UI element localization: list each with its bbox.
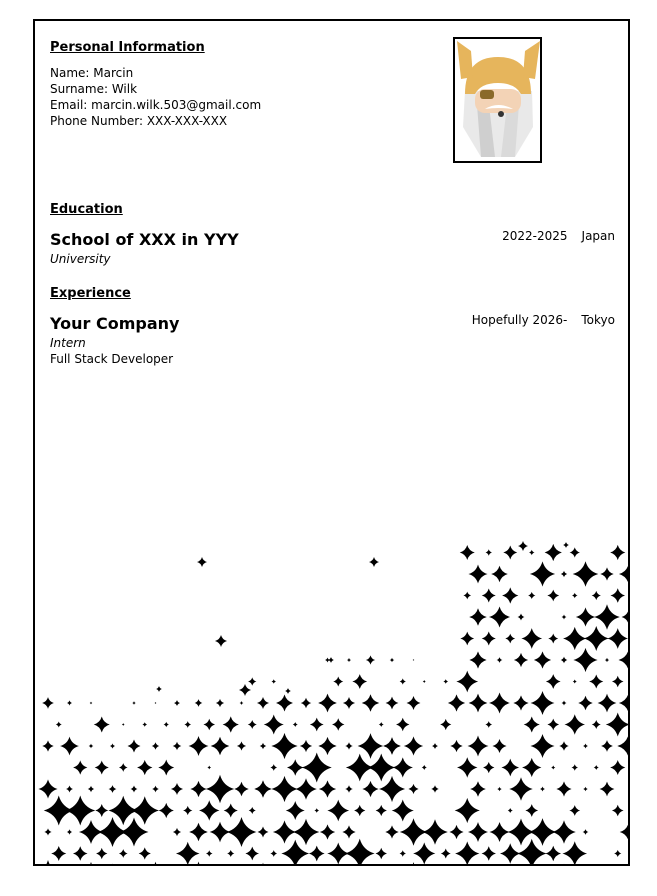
sparkle-star-icon [174, 700, 180, 706]
sparkle-star-icon [270, 764, 277, 771]
sparkle-star-icon [469, 651, 486, 668]
sparkle-star-icon [318, 694, 337, 713]
education-school: School of XXX in YYY [50, 230, 239, 249]
experience-heading: Experience [50, 286, 131, 301]
sparkle-star-icon [614, 850, 621, 857]
sparkle-star-icon [396, 718, 409, 731]
sparkle-star-icon [573, 561, 599, 587]
phone-line: Phone Number: XXX-XXX-XXX [50, 114, 228, 128]
sparkle-star-icon [119, 849, 128, 858]
sparkle-star-icon [576, 607, 595, 626]
sparkle-star-icon [583, 787, 588, 792]
education-location: Japan [581, 229, 615, 243]
sparkle-star-icon [431, 785, 438, 792]
sparkle-star-icon [443, 679, 448, 684]
sparkle-star-icon [42, 697, 54, 709]
sparkle-star-icon [423, 680, 426, 683]
sparkle-star-icon [531, 691, 555, 715]
sparkle-star-icon [573, 680, 577, 684]
sparkle-star-icon [600, 782, 615, 797]
sparkle-star-icon [234, 782, 248, 796]
sparkle-star-icon [583, 744, 588, 749]
sparkle-star-icon [400, 850, 406, 856]
sparkle-star-icon [622, 610, 630, 624]
sparkle-star-icon [248, 720, 257, 729]
sparkle-star-icon [491, 566, 508, 583]
sparkle-star-icon [469, 694, 488, 713]
sparkle-star-icon [285, 688, 291, 694]
sparkle-star-icon [513, 695, 528, 710]
sparkle-star-icon [503, 546, 517, 560]
sparkle-star-icon [530, 561, 555, 586]
sparkle-star-icon [44, 828, 51, 835]
sparkle-star-icon [345, 839, 375, 866]
sparkle-star-icon [342, 825, 355, 838]
sparkle-star-icon [56, 722, 62, 728]
sparkle-star-icon [159, 803, 174, 818]
sparkle-star-icon [190, 781, 206, 797]
sparkle-star-icon [240, 701, 244, 705]
sparkle-star-icon [197, 557, 207, 567]
sparkle-star-icon [545, 846, 561, 862]
sparkle-star-icon [407, 696, 421, 710]
sparkle-star-icon [90, 702, 93, 705]
resume-page [33, 19, 630, 866]
sparkle-star-icon [271, 733, 297, 759]
sparkle-star-icon [258, 827, 269, 838]
sparkle-star-icon [514, 653, 528, 667]
sparkle-star-icon [203, 719, 215, 731]
sparkle-star-icon [383, 737, 401, 755]
sparkle-star-icon [131, 786, 138, 793]
sparkle-star-icon [318, 737, 336, 755]
sparkle-star-icon [528, 592, 535, 599]
sparkle-star-icon [489, 693, 510, 714]
sparkle-star-icon [362, 694, 379, 711]
surname-line: Surname: Wilk [50, 82, 138, 96]
sparkle-star-icon [270, 850, 277, 857]
sparkle-star-icon [333, 676, 343, 686]
sparkle-star-icon [571, 764, 578, 771]
sparkle-star-icon [271, 776, 297, 802]
sparkle-star-icon [122, 723, 125, 726]
sparkle-star-icon [119, 763, 128, 772]
sparkle-star-icon [470, 781, 486, 797]
sparkle-star-icon [367, 753, 395, 781]
sparkle-star-icon [448, 694, 465, 711]
sparkle-star-icon [598, 694, 617, 713]
sparkle-star-icon [314, 808, 319, 813]
sparkle-star-icon [617, 735, 630, 757]
sparkle-star-icon [619, 650, 630, 670]
sparkle-star-icon [455, 798, 480, 823]
sparkle-star-icon [545, 544, 562, 561]
sparkle-star-icon [561, 657, 568, 664]
sparkle-star-icon [332, 718, 344, 730]
sparkle-star-icon [142, 722, 147, 727]
education-type: University [50, 252, 111, 266]
sparkle-star-icon [66, 786, 73, 793]
sparkle-star-icon [142, 862, 169, 866]
sparkle-star-icon [293, 722, 298, 727]
sparkle-star-icon [173, 742, 182, 751]
sparkle-star-icon [401, 862, 427, 866]
sparkle-star-icon [152, 786, 159, 793]
sparkle-star-icon [293, 819, 320, 846]
sparkle-star-icon [78, 862, 104, 866]
sparkle-star-icon [553, 864, 576, 866]
sparkle-star-icon [95, 804, 108, 817]
sparkle-star-icon [185, 862, 212, 866]
sparkle-star-icon [88, 786, 94, 792]
sparkle-star-icon [171, 783, 183, 795]
sparkle-star-icon [354, 805, 365, 816]
sparkle-star-icon [455, 841, 479, 865]
sparkle-star-icon [352, 674, 367, 689]
sparkle-star-icon [607, 628, 628, 649]
sparkle-star-icon [245, 847, 259, 861]
sparkle-star-icon [612, 676, 624, 688]
sparkle-star-icon [73, 760, 87, 774]
sparkle-star-icon [320, 824, 335, 839]
sparkle-star-icon [552, 820, 576, 844]
sparkle-star-icon [183, 806, 192, 815]
star-pattern-decoration [35, 21, 630, 866]
sparkle-star-icon [559, 741, 568, 750]
sparkle-star-icon [525, 804, 538, 817]
sparkle-star-icon [584, 626, 609, 651]
sparkle-star-icon [67, 829, 72, 834]
sparkle-star-icon [482, 631, 496, 645]
sparkle-star-icon [562, 841, 587, 866]
sparkle-star-icon [449, 825, 463, 839]
sparkle-star-icon [501, 759, 519, 777]
education-years: 2022-2025 [502, 229, 568, 243]
sparkle-star-icon [366, 655, 375, 664]
sparkle-star-icon [276, 695, 293, 712]
sparkle-star-icon [463, 592, 471, 600]
sparkle-star-icon [310, 718, 324, 732]
sparkle-star-icon [264, 714, 284, 734]
sparkle-star-icon [35, 860, 63, 866]
sparkle-star-icon [109, 785, 117, 793]
sparkle-star-icon [328, 657, 334, 663]
sparkle-star-icon [508, 808, 513, 813]
sparkle-star-icon [561, 571, 568, 578]
sparkle-star-icon [273, 820, 296, 843]
name-line: Name: Marcin [50, 66, 134, 80]
sparkle-star-icon [385, 825, 398, 838]
sparkle-star-icon [578, 696, 592, 710]
sparkle-star-icon [227, 850, 234, 857]
sparkle-star-icon [379, 776, 405, 802]
sparkle-star-icon [548, 634, 558, 644]
sparkle-star-icon [482, 846, 496, 860]
sparkle-star-icon [610, 760, 625, 775]
sparkle-star-icon [281, 840, 309, 866]
sparkle-star-icon [563, 542, 569, 548]
sparkle-star-icon [468, 736, 489, 757]
sparkle-star-icon [96, 848, 107, 859]
sparkle-star-icon [139, 847, 151, 859]
sparkle-star-icon [101, 864, 124, 866]
sparkle-star-icon [556, 781, 571, 796]
sparkle-star-icon [206, 850, 213, 857]
sparkle-star-icon [497, 787, 502, 792]
sparkle-star-icon [551, 765, 555, 769]
sparkle-star-icon [583, 829, 589, 835]
personal-info-heading: Personal Information [50, 40, 205, 55]
sparkle-star-icon [215, 635, 227, 647]
sparkle-star-icon [227, 817, 257, 847]
sparkle-star-icon [132, 701, 135, 704]
sparkle-star-icon [450, 740, 462, 752]
sparkle-star-icon [540, 787, 545, 792]
sparkle-star-icon [382, 865, 402, 866]
sparkle-star-icon [369, 557, 379, 567]
sparkle-star-icon [343, 697, 355, 709]
sparkle-star-icon [94, 717, 110, 733]
sparkle-star-icon [376, 848, 387, 859]
sparkle-star-icon [509, 777, 532, 800]
sparkle-star-icon [137, 760, 152, 775]
sparkle-star-icon [345, 742, 352, 749]
sparkle-star-icon [158, 760, 174, 776]
sparkle-star-icon [534, 651, 551, 668]
experience-title: Full Stack Developer [50, 352, 174, 366]
sparkle-star-icon [189, 736, 209, 756]
sparkle-star-icon [562, 615, 567, 620]
sparkle-star-icon [619, 693, 630, 712]
sparkle-star-icon [38, 779, 57, 798]
sparkle-star-icon [195, 699, 203, 707]
sparkle-star-icon [302, 753, 332, 783]
sparkle-star-icon [249, 807, 256, 814]
sparkle-star-icon [601, 740, 613, 752]
sparkle-star-icon [505, 634, 515, 644]
sparkle-star-icon [440, 719, 451, 730]
sparkle-star-icon [483, 762, 494, 773]
sparkle-star-icon [248, 677, 256, 685]
sparkle-star-icon [530, 734, 554, 758]
sparkle-star-icon [400, 678, 406, 684]
sparkle-star-icon [482, 589, 496, 603]
sparkle-star-icon [497, 657, 503, 663]
sparkle-star-icon [565, 714, 585, 734]
sparkle-star-icon [524, 716, 540, 732]
sparkle-star-icon [376, 805, 387, 816]
sparkle-star-icon [260, 743, 267, 750]
sparkle-star-icon [518, 541, 528, 551]
sparkle-star-icon [460, 545, 475, 560]
experience-role: Intern [50, 336, 86, 350]
sparkle-star-icon [393, 757, 413, 777]
sparkle-star-icon [422, 765, 427, 770]
sparkle-star-icon [592, 591, 601, 600]
sparkle-star-icon [327, 800, 349, 822]
sparkle-star-icon [486, 549, 492, 555]
experience-period: Hopefully 2026- [471, 313, 568, 327]
sparkle-star-icon [392, 799, 414, 821]
sparkle-star-icon [422, 819, 448, 845]
sparkle-star-icon [572, 593, 578, 599]
sparkle-star-icon [606, 712, 630, 736]
sparkle-star-icon [211, 737, 230, 756]
sparkle-star-icon [441, 849, 451, 859]
sparkle-star-icon [155, 702, 157, 704]
sparkle-star-icon [309, 846, 325, 862]
sparkle-star-icon [547, 719, 559, 731]
sparkle-star-icon [432, 743, 438, 749]
sparkle-star-icon [257, 697, 269, 709]
sparkle-star-icon [518, 614, 525, 621]
sparkle-star-icon [605, 658, 609, 662]
sparkle-star-icon [287, 759, 304, 776]
sparkle-star-icon [468, 822, 488, 842]
sparkle-star-icon [176, 842, 200, 866]
sparkle-star-icon [152, 742, 160, 750]
sparkle-star-icon [67, 700, 72, 705]
sparkle-star-icon [456, 671, 478, 693]
sparkle-star-icon [485, 721, 492, 728]
sparkle-star-icon [408, 784, 418, 794]
sparkle-star-icon [224, 803, 238, 817]
sparkle-star-icon [300, 740, 312, 752]
sparkle-star-icon [457, 757, 477, 777]
sparkle-star-icon [529, 818, 557, 846]
sparkle-star-icon [547, 590, 559, 602]
sparkle-star-icon [570, 547, 580, 557]
sparkle-star-icon [286, 801, 305, 820]
sparkle-star-icon [413, 842, 435, 864]
sparkle-star-icon [390, 658, 395, 663]
education-heading: Education [50, 202, 123, 217]
sparkle-star-icon [569, 805, 580, 816]
experience-location: Tokyo [581, 313, 615, 327]
sparkle-star-icon [610, 588, 625, 603]
sparkle-star-icon [610, 545, 625, 560]
email-line: Email: marcin.wilk.503@gmail.com [50, 98, 262, 112]
sparkle-star-icon [413, 659, 415, 661]
sparkle-star-icon [251, 863, 276, 866]
sparkle-star-icon [489, 822, 509, 842]
sparkle-star-icon [60, 737, 79, 756]
sparkle-star-icon [95, 760, 109, 774]
sparkle-star-icon [362, 781, 378, 797]
sparkle-star-icon [573, 648, 597, 672]
sparkle-star-icon [612, 805, 624, 817]
sparkle-star-icon [404, 736, 423, 755]
sparkle-star-icon [529, 550, 535, 556]
sparkle-star-icon [110, 743, 115, 748]
sparkle-star-icon [502, 587, 518, 603]
sparkle-star-icon [301, 698, 312, 709]
sparkle-star-icon [521, 628, 542, 649]
sparkle-star-icon [600, 567, 613, 580]
sparkle-star-icon [237, 741, 246, 750]
sparkle-star-icon [319, 780, 336, 797]
sparkle-star-icon [164, 722, 169, 727]
sparkle-star-icon [189, 823, 208, 842]
sparkle-star-icon [546, 674, 561, 689]
sparkle-star-icon [562, 701, 567, 706]
sparkle-star-icon [254, 780, 271, 797]
sparkle-star-icon [295, 778, 317, 800]
sparkle-star-icon [468, 564, 487, 583]
sparkle-star-icon [347, 658, 351, 662]
sparkle-star-icon [594, 765, 599, 770]
sparkle-star-icon [89, 744, 94, 749]
sparkle-star-icon [492, 739, 506, 753]
experience-company: Your Company [50, 314, 180, 333]
sparkle-star-icon [469, 608, 487, 626]
sparkle-star-icon [345, 785, 353, 793]
sparkle-star-icon [358, 733, 384, 759]
sparkle-star-icon [594, 604, 620, 630]
sparkle-star-icon [42, 740, 53, 751]
sparkle-star-icon [223, 716, 239, 732]
sparkle-star-icon [489, 606, 510, 627]
sparkle-star-icon [128, 740, 141, 753]
sparkle-star-icon [460, 632, 474, 646]
sparkle-star-icon [563, 627, 586, 650]
sparkle-star-icon [620, 823, 630, 841]
sparkle-star-icon [173, 828, 181, 836]
sparkle-star-icon [271, 679, 276, 684]
sparkle-star-icon [216, 699, 224, 707]
sparkle-star-icon [184, 721, 191, 728]
sparkle-star-icon [386, 697, 399, 710]
sparkle-star-icon [592, 720, 601, 729]
sparkle-star-icon [51, 846, 66, 861]
sparkle-star-icon [589, 674, 603, 688]
sparkle-star-icon [73, 846, 88, 861]
sparkle-star-icon [156, 686, 162, 692]
sparkle-star-icon [207, 766, 211, 770]
sparkle-star-icon [239, 684, 251, 696]
sparkle-star-icon [522, 758, 541, 777]
sparkle-star-icon [199, 800, 219, 820]
sparkle-star-icon [379, 722, 384, 727]
sparkle-star-icon [206, 775, 234, 803]
sparkle-star-icon [619, 564, 630, 583]
